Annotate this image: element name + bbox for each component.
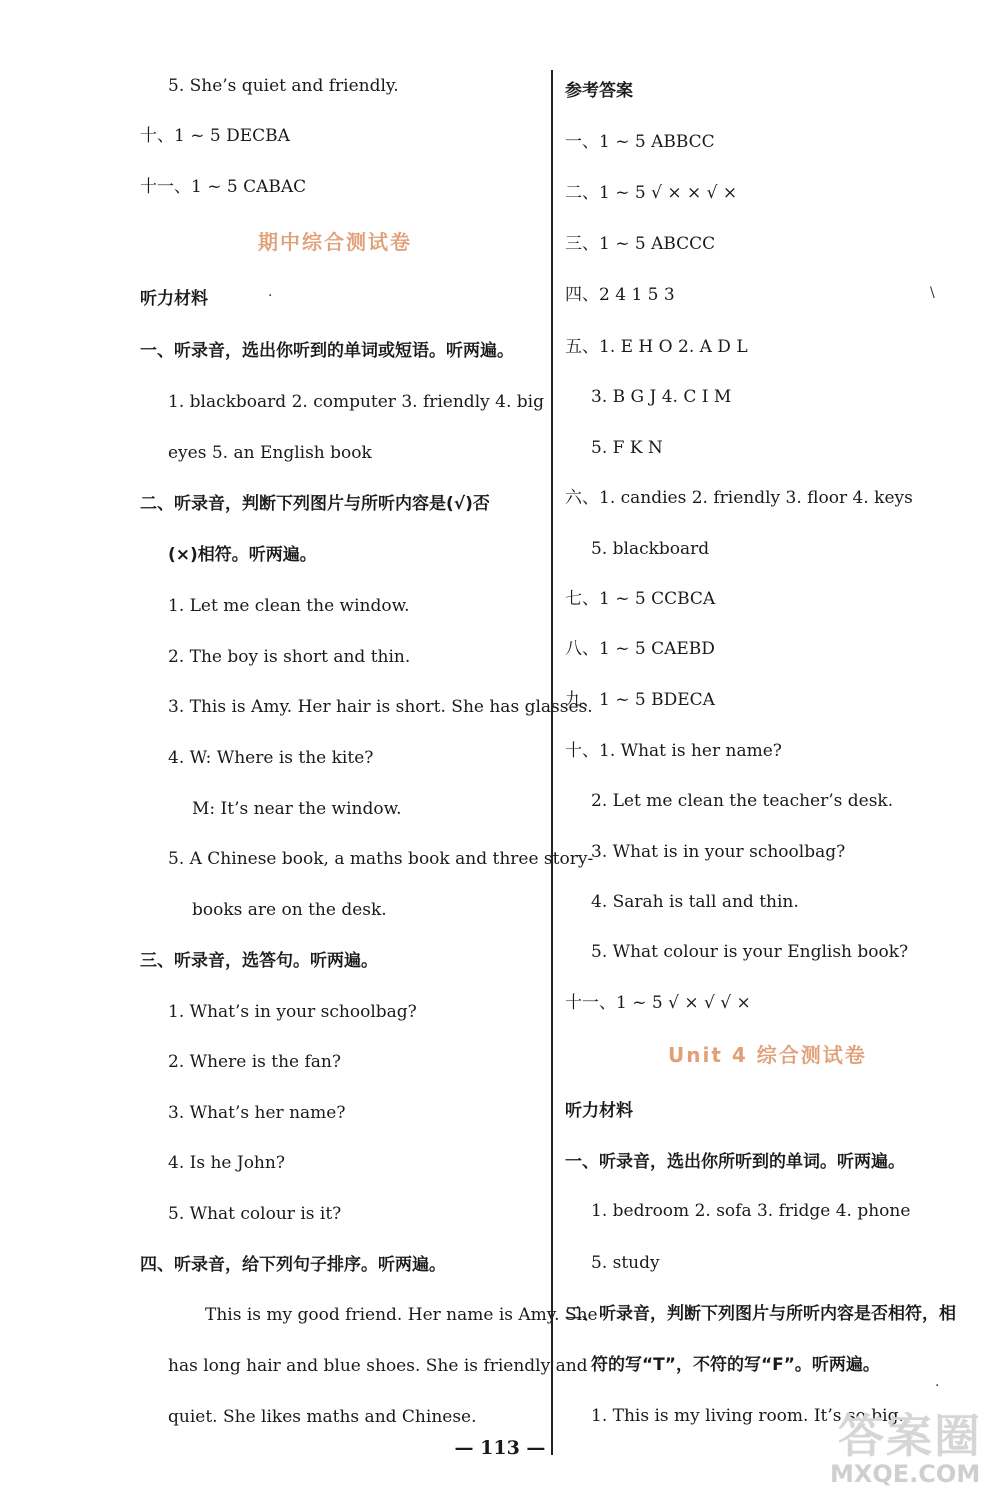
section-title: Unit 4 综合测试卷 bbox=[668, 1043, 867, 1067]
answer-line: 5. What colour is your English book? bbox=[591, 942, 909, 962]
text-line: books are on the desk. bbox=[192, 900, 387, 920]
text-line: 1. Let me clean the window. bbox=[168, 596, 410, 616]
scan-speck: · bbox=[268, 288, 273, 304]
watermark bbox=[830, 1400, 990, 1495]
text-line: 1. This is my living room. It’s so big. bbox=[591, 1406, 904, 1426]
scan-speck: \ bbox=[930, 285, 935, 301]
answer-line: 十、1 ~ 5 DECBA bbox=[140, 126, 290, 146]
answer-line: 5. F K N bbox=[591, 438, 663, 458]
question-heading: 一、听录音，选出你所听到的单词。听两遍。 bbox=[565, 1152, 905, 1172]
paragraph-line: has long hair and blue shoes. She is friendly and bbox=[168, 1356, 588, 1376]
section-heading: 参考答案 bbox=[565, 81, 633, 101]
answer-line: 一、1 ~ 5 ABBCC bbox=[565, 132, 715, 152]
text-line: 5. She’s quiet and friendly. bbox=[168, 76, 399, 96]
question-heading: 三、听录音，选答句。听两遍。 bbox=[140, 951, 378, 971]
text-line: M: It’s near the window. bbox=[192, 799, 402, 819]
question-heading: 一、听录音，选出你听到的单词或短语。听两遍。 bbox=[140, 341, 514, 361]
page-number: — 113 — bbox=[454, 1437, 546, 1459]
answer-line: 四、2 4 1 5 3 bbox=[565, 285, 675, 305]
answer-line: 二、1 ~ 5 √ × × √ × bbox=[565, 183, 738, 203]
answer-line: 六、1. candies 2. friendly 3. floor 4. keys bbox=[565, 488, 913, 508]
answer-line: 5. blackboard bbox=[591, 539, 710, 559]
text-line: 4. Is he John? bbox=[168, 1153, 285, 1173]
answer-line: 九、1 ~ 5 BDECA bbox=[565, 690, 715, 710]
answer-line: 2. Let me clean the teacher’s desk. bbox=[591, 791, 894, 811]
watermark-logo: 答案圈 bbox=[838, 1409, 982, 1463]
answer-line: 十、1. What is her name? bbox=[565, 741, 782, 761]
text-line: eyes 5. an English book bbox=[168, 443, 372, 463]
paragraph-line: quiet. She likes maths and Chinese. bbox=[168, 1407, 477, 1427]
text-line: 5. A Chinese book, a maths book and three story- bbox=[168, 849, 594, 869]
answer-line: 4. Sarah is tall and thin. bbox=[591, 892, 799, 912]
text-line: 2. The boy is short and thin. bbox=[168, 647, 411, 667]
text-line: 5. What colour is it? bbox=[168, 1204, 342, 1224]
answer-line: 3. What is in your schoolbag? bbox=[591, 842, 846, 862]
answer-line: 3. B G J 4. C I M bbox=[591, 387, 732, 407]
answer-line: 十一、1 ~ 5 CABAC bbox=[140, 177, 307, 197]
text-line: 1. bedroom 2. sofa 3. fridge 4. phone bbox=[591, 1201, 911, 1221]
question-heading: 四、听录音，给下列句子排序。听两遍。 bbox=[140, 1255, 446, 1275]
text-line: 1. blackboard 2. computer 3. friendly 4. big bbox=[168, 392, 544, 412]
column-divider bbox=[551, 70, 553, 1455]
text-line: 4. W: Where is the kite? bbox=[168, 748, 374, 768]
question-heading: 二、听录音，判断下列图片与所听内容是否相符，相 bbox=[565, 1304, 956, 1324]
text-line: 1. What’s in your schoolbag? bbox=[168, 1002, 417, 1022]
text-line: 2. Where is the fan? bbox=[168, 1052, 341, 1072]
text-line: 3. This is Amy. Her hair is short. She has glasses. bbox=[168, 697, 593, 717]
answer-line: 七、1 ~ 5 CCBCA bbox=[565, 589, 716, 609]
section-title: 期中综合测试卷 bbox=[258, 230, 412, 254]
text-line: 5. study bbox=[591, 1253, 660, 1273]
answer-line: 八、1 ~ 5 CAEBD bbox=[565, 639, 715, 659]
answer-line: 五、1. E H O 2. A D L bbox=[565, 337, 748, 357]
question-heading: (×)相符。听两遍。 bbox=[168, 545, 317, 565]
text-line: 3. What’s her name? bbox=[168, 1103, 346, 1123]
question-heading: 二、听录音，判断下列图片与所听内容是(√)否 bbox=[140, 494, 490, 514]
watermark-url: MXQE.COM bbox=[830, 1460, 981, 1488]
scan-speck: · bbox=[935, 1378, 940, 1394]
answer-line: 十一、1 ~ 5 √ × √ √ × bbox=[565, 993, 751, 1013]
question-heading: 符的写“T”，不符的写“F”。听两遍。 bbox=[591, 1355, 880, 1375]
section-heading: 听力材料 bbox=[140, 289, 208, 309]
paragraph-line: This is my good friend. Her name is Amy. She bbox=[205, 1305, 598, 1325]
right-column bbox=[555, 0, 1000, 1500]
answer-line: 三、1 ~ 5 ABCCC bbox=[565, 234, 716, 254]
section-heading: 听力材料 bbox=[565, 1101, 633, 1121]
